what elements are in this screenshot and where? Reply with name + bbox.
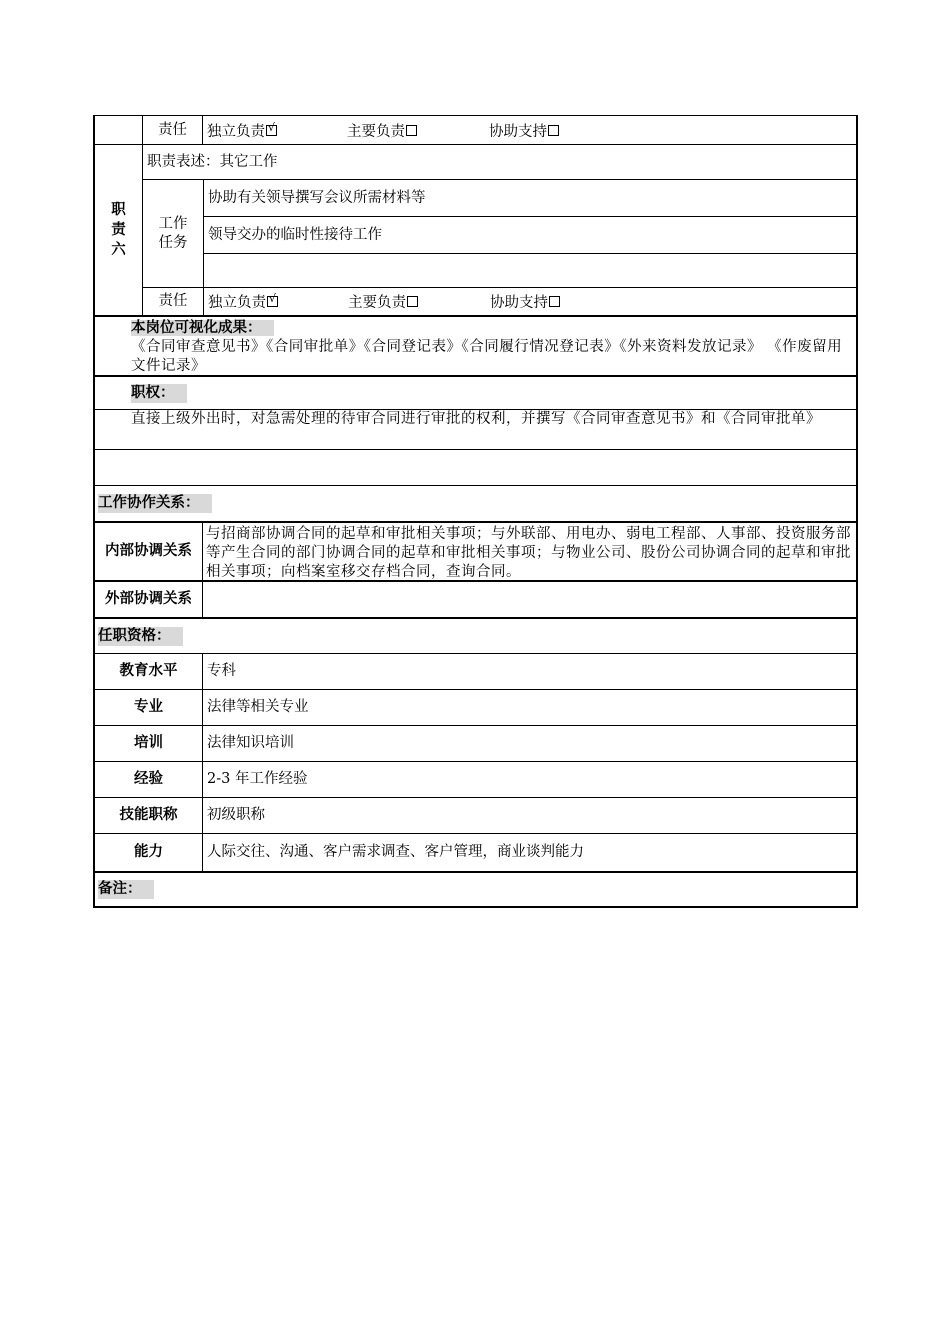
qualification-row-training [93,725,858,761]
work-task-label: 工作任务 [158,216,188,251]
responsibility-options [202,116,856,144]
job-description-page [93,115,858,908]
section-heading: 本岗位可视化成果： [131,320,274,336]
option-label: 独立负责 [208,295,266,311]
checkbox-icon[interactable] [549,296,560,307]
work-task-item: 协助有关领导撰写会议所需材料等 [208,189,426,206]
duty-description: 职责表述：其它工作 [147,153,278,170]
duty-six-block [93,144,858,315]
checkbox-icon[interactable] [406,125,417,136]
authority-empty-row [93,449,858,485]
section-heading: 任职资格： [98,627,183,646]
duty-six-responsibility-row [143,287,856,315]
qualification-row-experience [93,761,858,797]
qualification-heading-row [93,617,858,653]
remarks-row [93,871,858,908]
check-mark-icon: √ [268,120,276,134]
external-coordination-text [202,582,856,617]
qualification-row-skill-title [93,797,858,833]
option-independent[interactable] [207,116,277,144]
duty-six-content [142,145,856,315]
internal-coordination-label: 内部协调关系 [105,543,192,559]
education-value: 专科 [202,654,856,689]
authority-text-row [93,409,858,449]
visual-output-section [93,315,858,375]
checkbox-icon[interactable] [548,125,559,136]
responsibility-label: 责任 [158,293,188,309]
ability-label: 能力 [134,844,163,860]
ability-value: 人际交往、沟通、客户需求调查、客户管理，商业谈判能力 [202,834,856,871]
remarks-heading: 备注： [98,880,154,899]
experience-value: 2-3 年工作经验 [202,762,856,797]
qualification-row-ability [93,833,858,871]
skill-title-label: 技能职称 [119,807,178,823]
major-value: 法律等相关专业 [202,690,856,725]
work-task-item [204,253,856,290]
external-coordination-label: 外部协调关系 [105,591,192,607]
external-coordination-row [93,580,858,617]
option-primary[interactable] [347,116,417,144]
responsibility-options [203,288,856,315]
option-label: 协助支持 [490,295,548,311]
work-task-item: 领导交办的临时性接待工作 [204,216,856,253]
experience-label: 经验 [134,771,163,787]
cooperation-heading-row [93,485,858,521]
option-primary[interactable] [348,288,418,315]
internal-coordination-text: 与招商部协调合同的起草和审批相关事项；与外联部、用电办、弱电工程部、人事部、投资服务部等产生合同的部门协调合同的起草和审批相关事项；与物业公司、股份公司协调合同的起草和审批相关事项；向档案室移交存档合同，查询合同。 [206,526,851,580]
training-label: 培训 [134,735,163,751]
duty-top-label-cell [95,116,142,144]
authority-heading-row [93,375,858,409]
option-label: 主要负责 [347,123,405,140]
internal-coordination-cell [202,523,856,580]
qualification-row-education [93,653,858,689]
responsibility-label: 责任 [142,116,202,144]
option-independent[interactable] [208,288,278,315]
work-task-list [203,180,856,288]
authority-text: 直接上级外出时，对急需处理的待审合同进行审批的权利，并撰写《合同审查意见书》和《合同审批单》 [131,411,821,427]
major-label: 专业 [134,699,163,715]
duty-top-responsibility-row [93,115,858,144]
option-label: 主要负责 [348,295,406,311]
checkbox-checked-icon[interactable] [266,120,277,136]
training-value: 法律知识培训 [202,726,856,761]
visual-output-text: 《合同审查意见书》《合同审批单》《合同登记表》《合同履行情况登记表》《外来资料发放记录》 《作废留用文件记录》 [131,339,843,374]
option-label: 协助支持 [489,123,547,140]
check-mark-icon: √ [269,292,277,305]
option-assist[interactable] [489,116,559,144]
internal-coordination-row [93,521,858,580]
qualification-row-major [93,689,858,725]
option-assist[interactable] [490,288,560,315]
option-label: 独立负责 [207,123,265,140]
work-task-group [143,179,856,288]
duty-six-title: 职责六 [111,202,126,258]
visual-output-heading [131,319,852,338]
skill-title-value: 初级职称 [202,798,856,833]
checkbox-icon[interactable] [407,296,418,307]
section-heading: 职权： [131,384,187,403]
section-heading: 工作协作关系： [98,494,212,513]
education-label: 教育水平 [119,663,178,679]
checkbox-checked-icon[interactable] [267,292,278,307]
